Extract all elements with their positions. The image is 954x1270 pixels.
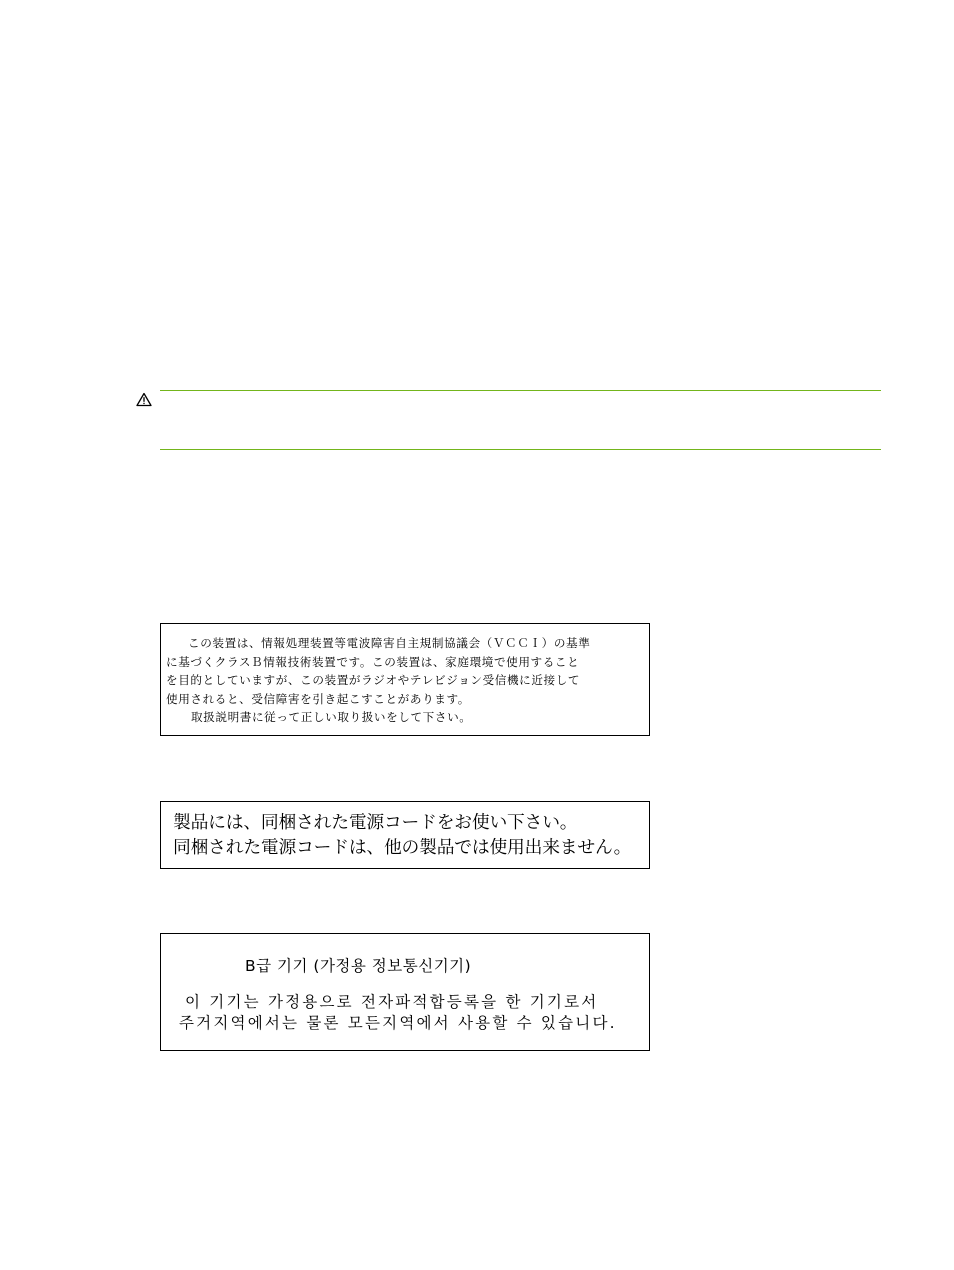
korean-notice-title: B급 기기 (가정용 정보통신기기) bbox=[245, 957, 472, 975]
vcci-notice-line: 使用されると、受信障害を引き起こすことがあります。 bbox=[166, 691, 470, 706]
warning-top-rule bbox=[160, 390, 881, 391]
vcci-notice-box bbox=[160, 623, 650, 736]
warning-bottom-rule bbox=[160, 449, 881, 450]
korean-notice-box bbox=[160, 933, 650, 1051]
vcci-notice-line: この装置は、情報処理装置等電波障害自主規制協議会（ＶＣＣＩ）の基準 bbox=[188, 636, 591, 650]
vcci-notice-line: 取扱説明書に従って正しい取り扱いをして下さい。 bbox=[191, 710, 472, 725]
warning-triangle-icon bbox=[136, 392, 152, 407]
power-cord-notice-box bbox=[160, 801, 650, 869]
korean-notice-line: 이 기기는 가정용으로 전자파적합등록을 한 기기로서 bbox=[185, 993, 599, 1011]
korean-notice-line: 주거지역에서는 물론 모든지역에서 사용할 수 있습니다. bbox=[179, 1014, 617, 1032]
vcci-notice-line: を目的としていますが、この装置がラジオやテレビジョン受信機に近接して bbox=[166, 673, 581, 688]
vcci-notice-line: に基づくクラスＢ情報技術装置です。この装置は、家庭環境で使用すること bbox=[166, 654, 580, 669]
power-cord-notice-line: 同梱された電源コードは、他の製品では使用出来ません。 bbox=[173, 837, 632, 858]
power-cord-notice-line: 製品には、同梱された電源コードをお使い下さい。 bbox=[173, 812, 578, 833]
